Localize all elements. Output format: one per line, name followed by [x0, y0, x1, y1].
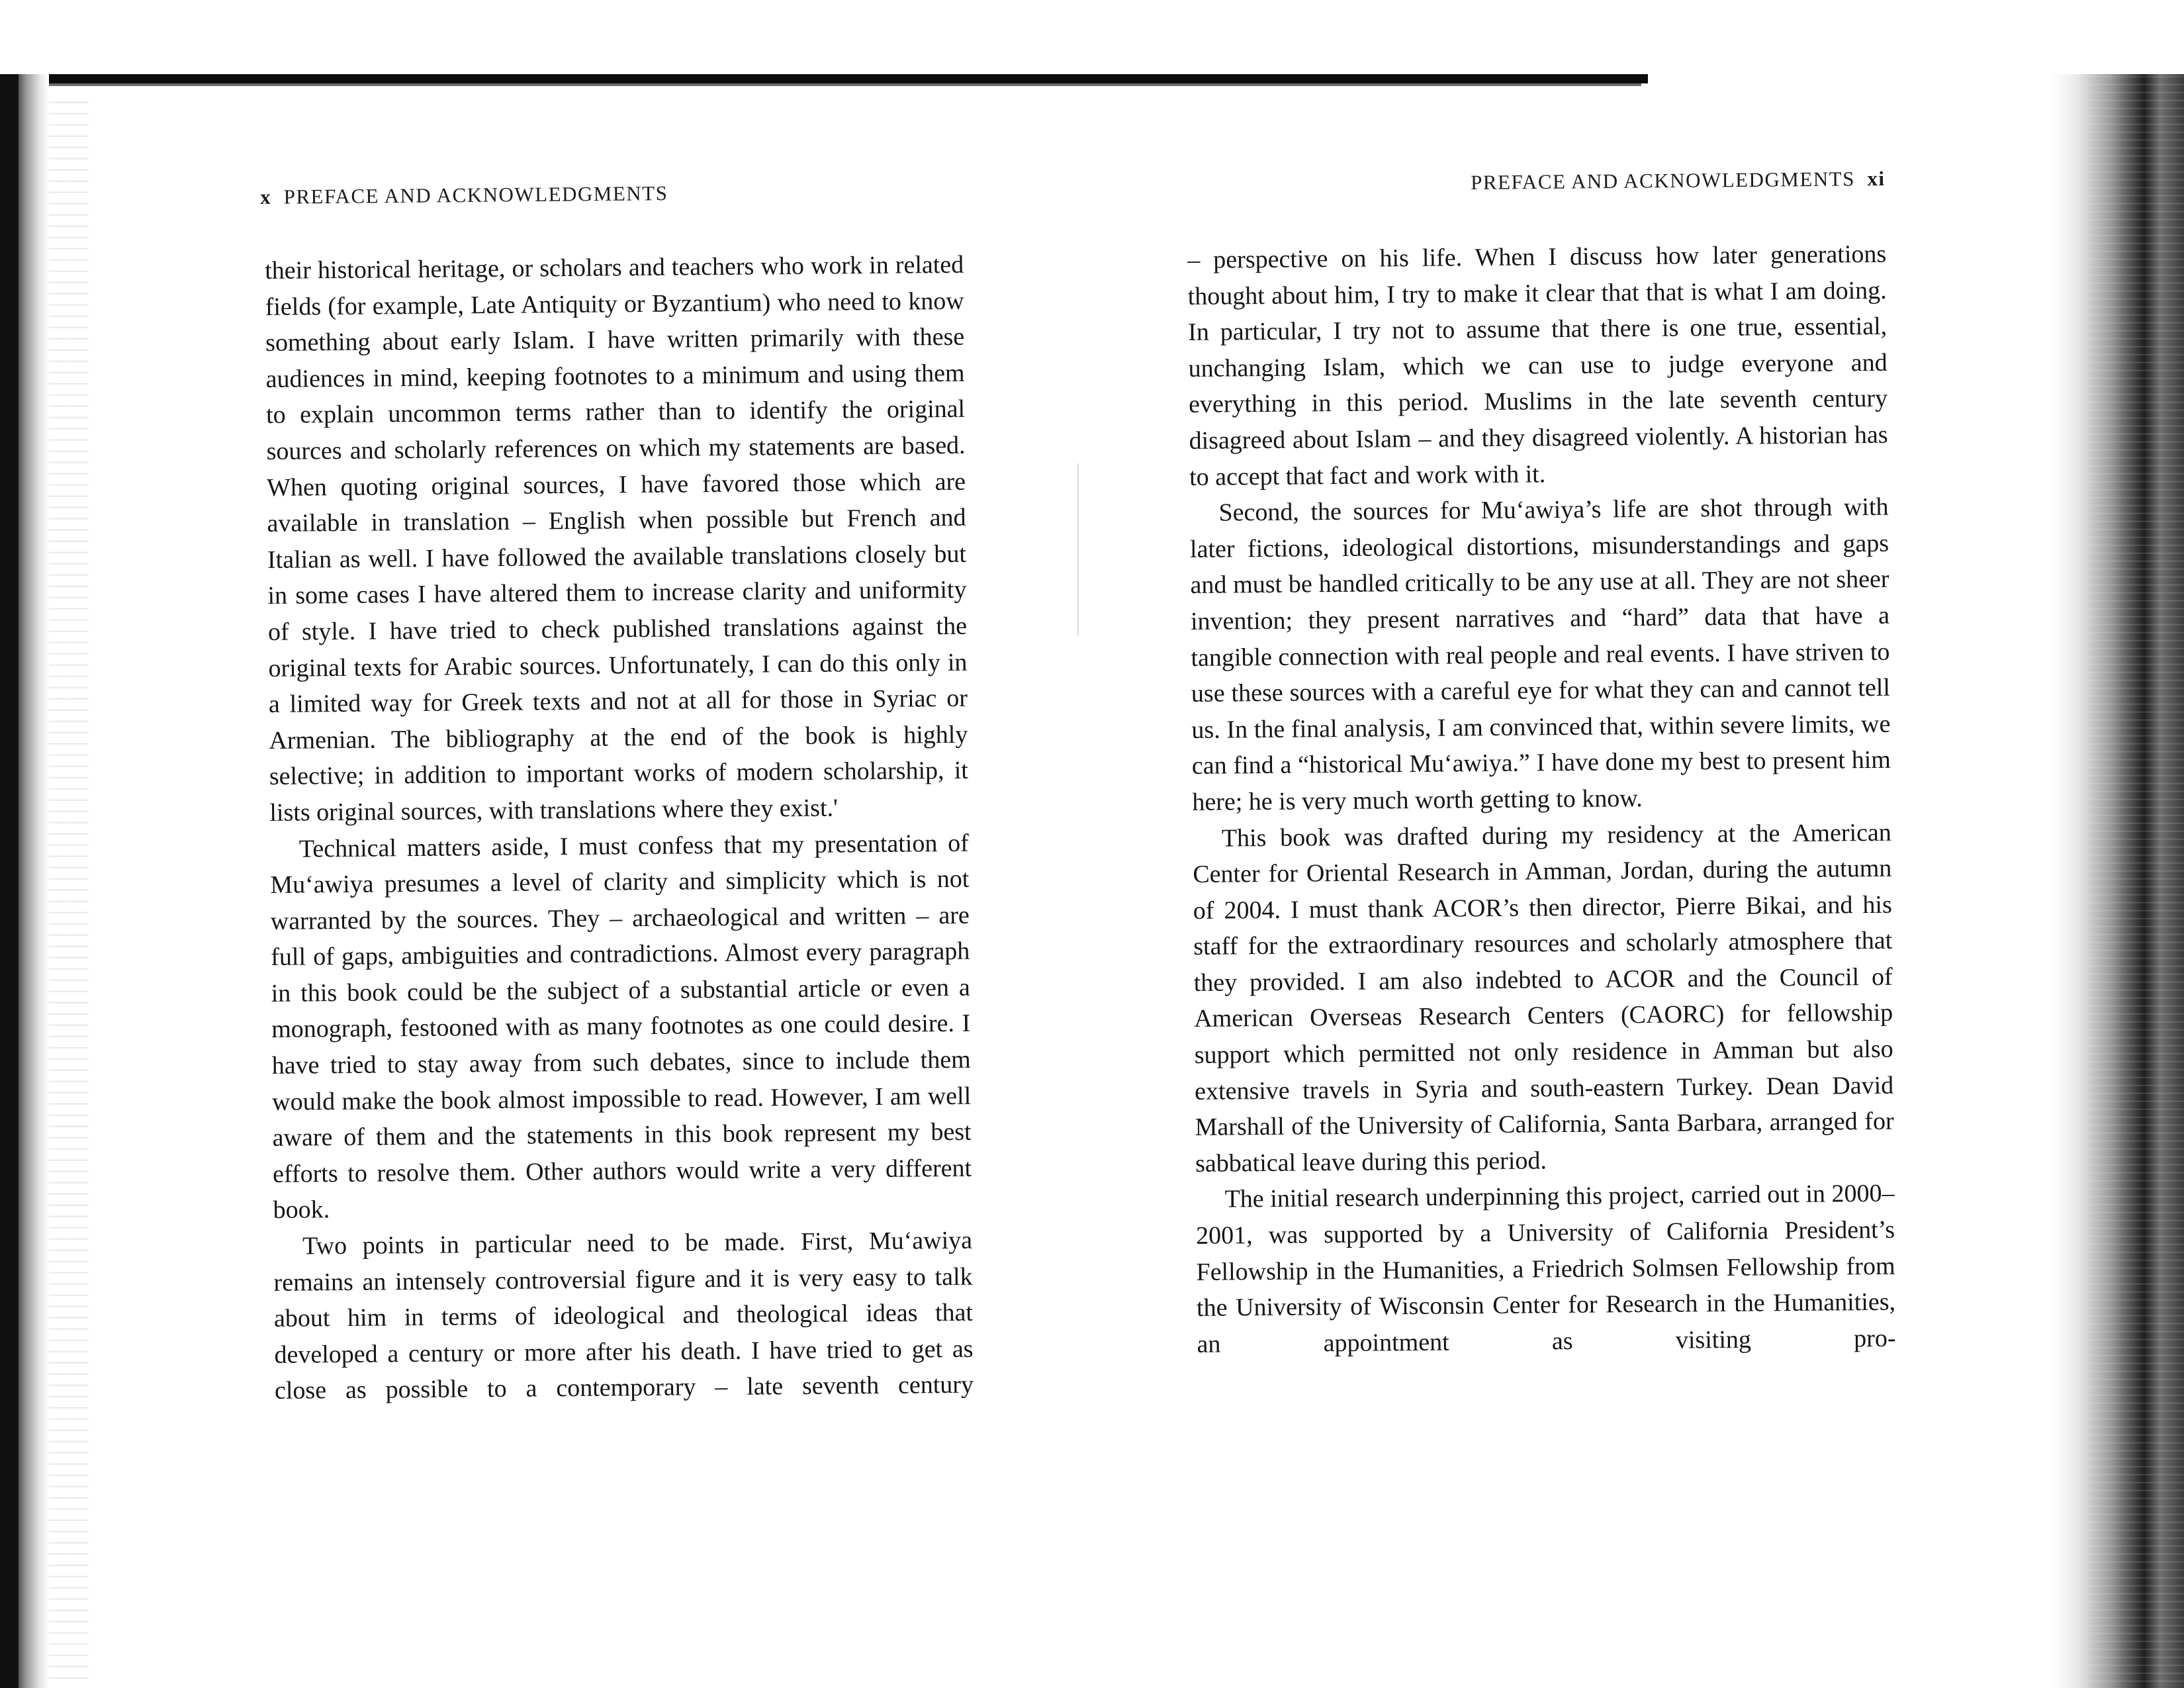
left-page-number: x — [260, 185, 272, 209]
scan-left-edge — [0, 74, 19, 1688]
left-running-head — [260, 181, 668, 209]
scan-left-edge-gradient — [19, 74, 49, 1688]
left-paragraph-1: their historical heritage, or scholars and teachers who work in related fields (for example, Late Antiquity or Byzantium) who need to know something about early Islam. I have written primarily with these audiences in mind, keeping footnotes to a minimum and using them to explain uncommon terms rather than to identify the original sources and scholarly references on which my statements are based. When quoting original sources, I have favored those which are available in translation – English when possible but French and Italian as well. I have followed the available translations closely but in some cases I have altered them to increase clarity and uniformity of style. I have tried to check published translations against the original texts for Arabic sources. Unfortunately, I can do this only in a limited way for Greek texts and not at all for those in Syriac or Armenian. The bibliography at the end of the book is highly selective; in addition to important works of modern scholarship, it lists original sources, with translations where they exist.' — [265, 250, 969, 827]
right-page-body — [1187, 236, 1896, 1363]
right-running-head-title: PREFACE AND ACKNOWLEDGMENTS — [1471, 167, 1856, 194]
scan-top-shadow — [0, 74, 1648, 83]
right-paragraph-1: – perspective on his life. When I discuss how later generations thought about him, I try to make it clear that that is what I am doing. In particular, I try not to assume that there is one true, essential, unchanging Islam, which we can use to judge everyone and everything in this period. Muslims in the late seventh century disagreed about Islam – and they disagreed violently. A historian has to accept that fact and work with it. — [1187, 240, 1888, 491]
page-stack-left — [49, 99, 89, 1688]
right-page-number: xi — [1867, 166, 1886, 191]
right-running-head — [1471, 167, 1886, 195]
book-gutter — [1077, 463, 1079, 635]
left-paragraph-3: Two points in particular need to be made. First, Mu‘awiya remains an intensely controversial figure and it is very easy to talk about him in terms of ideological and theological ideas that developed a century or more after his death. I have tried to get as close as possible to a contemporary – late seventh century — [273, 1226, 974, 1405]
right-paragraph-3: This book was drafted during my residency at the American Center for Oriental Research in Amman, Jordan, during the autumn of 2004. I must thank ACOR’s then director, Pierre Bikai, and his staff for the extraordinary resources and scholarly atmosphere that they provided. I am also indebted to ACOR and the Council of American Overseas Research Centers (CAORC) for fellowship support which permitted not only residence in Amman but also extensive travels in Syria and south-eastern Turkey. Dean David Marshall of the University of California, Santa Barbara, arranged for sabbatical leave during this period. — [1193, 818, 1894, 1178]
left-paragraph-2: Technical matters aside, I must confess that my presentation of Mu‘awiya presumes a level of clarity and simplicity which is not warranted by the sources. They – archaeological and written – are full of gaps, ambiguities and contradictions. Almost every paragraph in this book could be the subject of a substantial article or even a monograph, festooned with as many footnotes as one could desire. I have tried to stay away from such debates, since to include them would make the book almost impossible to read. However, I am well aware of them and the statements in this book represent my best efforts to resolve them. Other authors would write a very different book. — [270, 829, 972, 1225]
left-page-body — [265, 247, 974, 1409]
right-paragraph-4: The initial research underpinning this project, carried out in 2000–2001, was supported by a University of California President’s Fellowship in the Humanities, a Friedrich Solmsen Fellowship from the University of Wisconsin Center for Research in the Humanities, an appointment as visiting pro- — [1195, 1180, 1896, 1358]
page-stack-right — [2085, 74, 2184, 1688]
left-running-head-title: PREFACE AND ACKNOWLEDGMENTS — [283, 181, 668, 209]
right-paragraph-2: Second, the sources for Mu‘awiya’s life are shot through with later fictions, ideological distortions, misunderstandings and gaps and must be handled critically to be any use at all. They are not sheer invention; they present narratives and “hard” data that have a tangible connection with real people and real events. I have striven to use these sources with a careful eye for what they can and cannot tell us. In the final analysis, I am convinced that, within severe limits, we can find a “historical Mu‘awiya.” I have done my best to present him here; he is very much worth getting to know. — [1189, 492, 1891, 816]
scan-top-shadow-inner — [40, 83, 1641, 86]
